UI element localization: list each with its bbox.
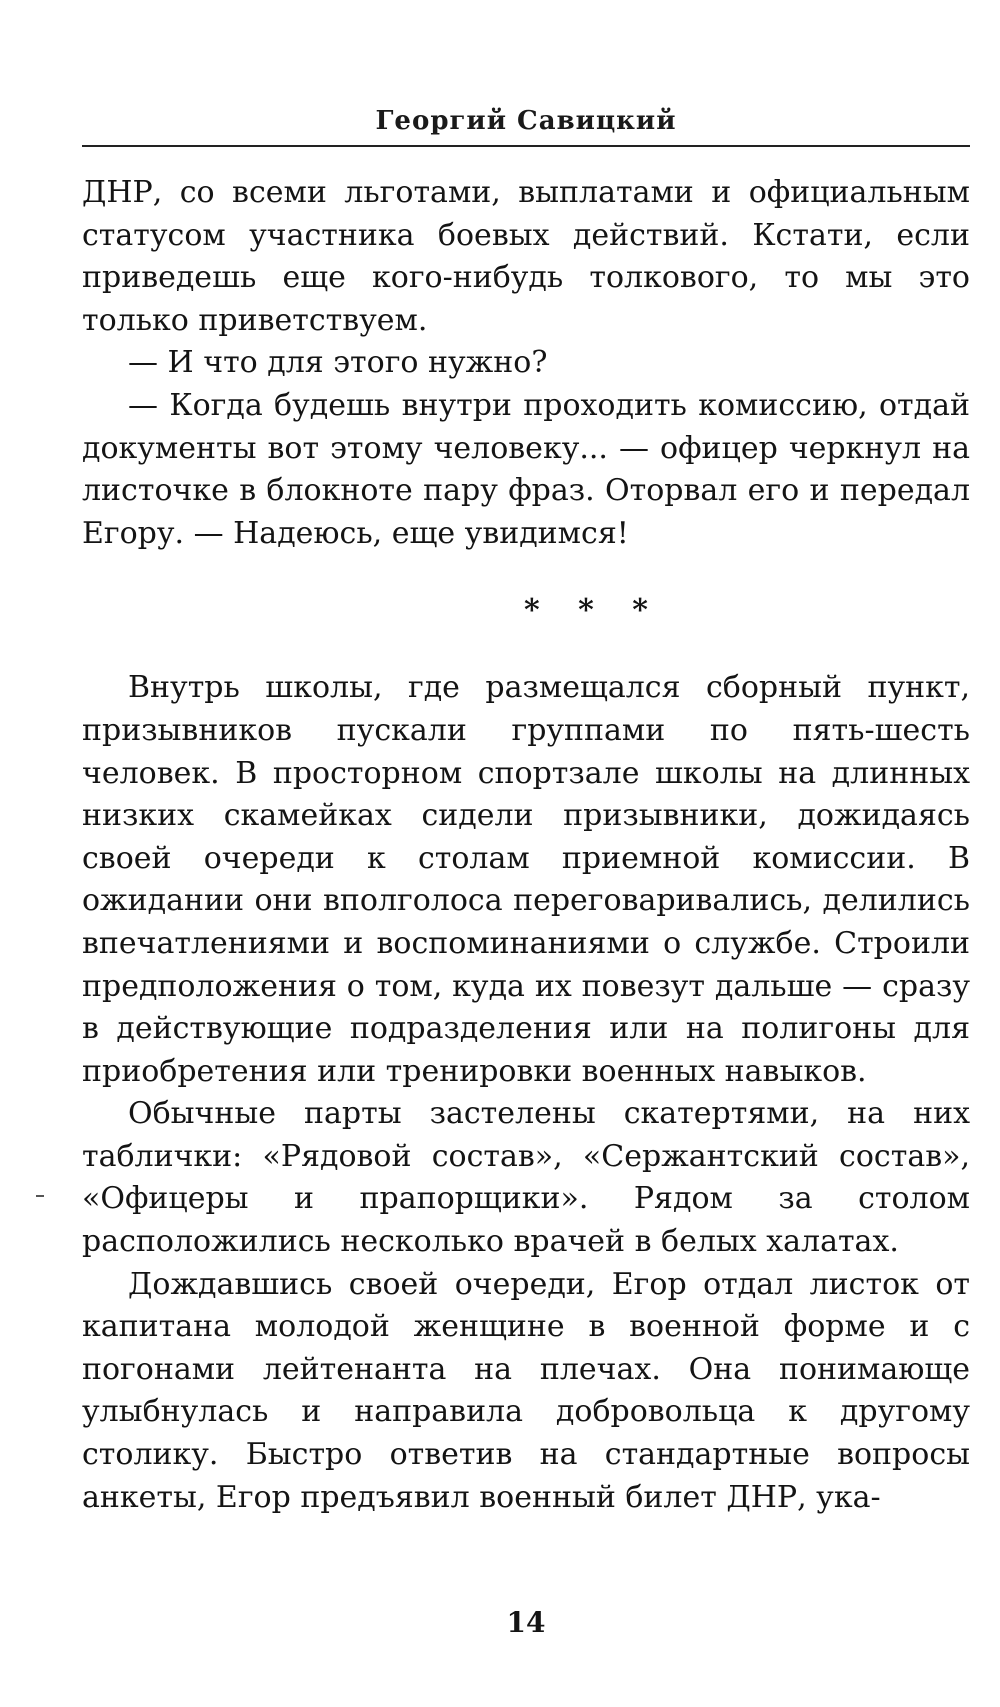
- separator-star: *: [632, 593, 648, 629]
- page-number: 14: [506, 1606, 546, 1639]
- paragraph-continuation: ДНР, со всеми льготами, выплатами и официальным статусом участника боевых действий. Кстати, если приведешь еще кого-нибудь толкового, то мы это только приветствуем.: [82, 175, 970, 338]
- paragraph-school: Внутрь школы, где размещался сборный пункт, призывников пускали группами по пять-шесть человек. В просторном спортзале школы на длинных низких скамейках сидели призывники, дожидаясь своей очереди к столам приемной комиссии. В ожидании они вполголоса переговаривались, делились впечатлениями и воспоминаниями о службе. Строили предположения о том, куда их повезут дальше — сразу в действующие подразделения или на полигоны для приобретения или тренировки военных навыков.: [82, 670, 970, 1089]
- separator-star: *: [523, 593, 540, 629]
- scan-speck: [36, 1195, 44, 1197]
- section-separator: [82, 555, 970, 667]
- paragraph-egor: Дождавшись своей очереди, Егор отдал листок от капитана молодой женщине в военной форме и с погонами лейтенанта на плечах. Она понимающе улыбнулась и направила добровольца к другому столику. Быстро ответив на стандартные вопросы анкеты, Егор предъявил военный билет ДНР, ука-: [82, 1266, 970, 1515]
- header-rule: [82, 145, 970, 147]
- separator-star: *: [578, 593, 594, 629]
- body-text: [82, 172, 970, 1519]
- dialogue-answer: — Когда будешь внутри проходить комиссию, отдай документы вот этому человеку... — офицер черкнул на листочке в блокноте пару фраз. Оторвал его и передал Егору. — Надеюсь, еще увидимся!: [82, 387, 970, 551]
- paragraph-desks: Обычные парты застелены скатертями, на них таблички: «Рядовой состав», «Сержантский состав», «Офицеры и прапорщики». Рядом за столом расположились несколько врачей в белых халатах.: [82, 1096, 970, 1260]
- running-head-author: Георгий Савицкий: [375, 106, 677, 136]
- dialogue-question: — И что для этого нужно?: [128, 345, 548, 381]
